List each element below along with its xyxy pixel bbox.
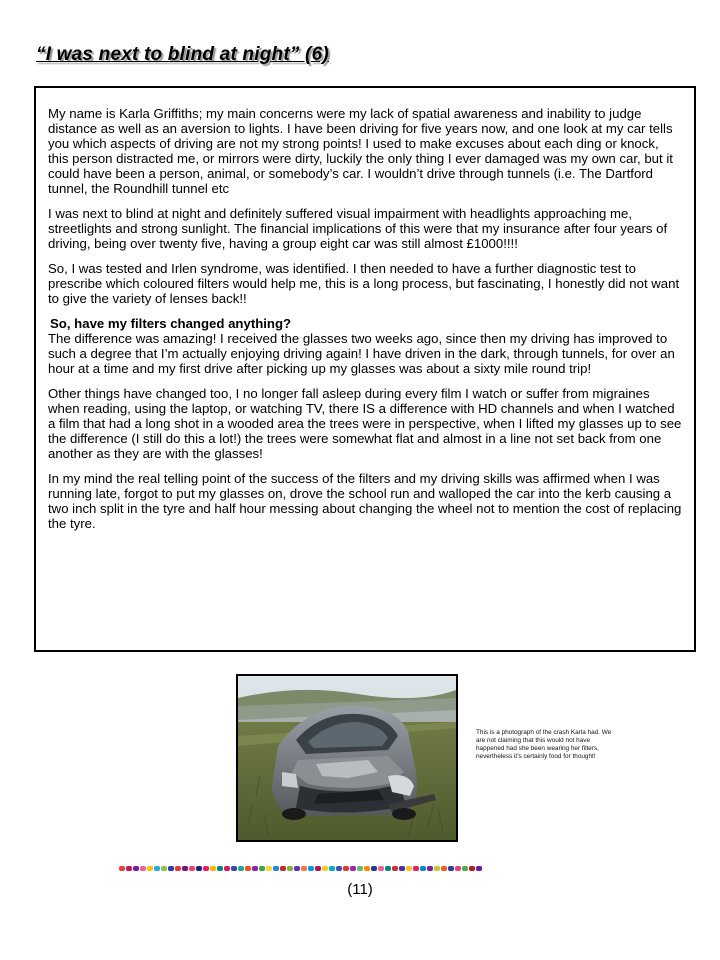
decorative-dot bbox=[427, 866, 433, 871]
decorative-dot bbox=[301, 866, 307, 871]
decorative-dot bbox=[343, 866, 349, 871]
decorative-dot bbox=[245, 866, 251, 871]
decorative-dot bbox=[196, 866, 202, 871]
decorative-dot bbox=[259, 866, 265, 871]
paragraph-difference: The difference was amazing! I received the glasses two weeks ago, since then my driving has improved to such a degree that I’m actually enjoying driving again! I have driven in the dark, through tunnels, for over an hour at a time and my first drive after picking up my glasses was about a sixty mile round trip! bbox=[48, 331, 675, 376]
decorative-dot bbox=[448, 866, 454, 871]
decorative-dot bbox=[462, 866, 468, 871]
story-text-box bbox=[34, 86, 696, 652]
paragraph-night-blindness: I was next to blind at night and definitely suffered visual impairment with headlights approaching me, streetlights and strong sunlight. The financial implications of this were that my insurance after four years of driving, being over twenty five, having a group eight car was still almost £1000!!!! bbox=[48, 206, 668, 251]
decorative-dot bbox=[273, 866, 279, 871]
decorative-dot bbox=[147, 866, 153, 871]
decorative-dot bbox=[364, 866, 370, 871]
decorative-dot bbox=[378, 866, 384, 871]
decorative-dot bbox=[413, 866, 419, 871]
decorative-dot bbox=[434, 866, 440, 871]
decorative-dot bbox=[357, 866, 363, 871]
page-number: (11) bbox=[347, 881, 373, 898]
decorative-dot bbox=[399, 866, 405, 871]
decorative-dot bbox=[420, 866, 426, 871]
decorative-dot bbox=[217, 866, 223, 871]
decorative-dot bbox=[406, 866, 412, 871]
decorative-dot bbox=[455, 866, 461, 871]
decorative-dot bbox=[385, 866, 391, 871]
decorative-dot bbox=[322, 866, 328, 871]
decorative-dot bbox=[315, 866, 321, 871]
decorative-dot bbox=[441, 866, 447, 871]
decorative-dot bbox=[350, 866, 356, 871]
decorative-dot bbox=[371, 866, 377, 871]
paragraph-intro: My name is Karla Griffiths; my main concerns were my lack of spatial awareness and inability to judge distance as well as an aversion to lights. I have been driving for five years now, and one look at my car tells you which aspects of driving are not my strong points! I used to make excuses about each ding or knock, this person distracted me, or mirrors were dirty, luckily the only thing I ever damaged was my own car, but it could have been a person, animal, or somebody’s car. I wouldn’t drive through tunnels (i.e. The Dartford tunnel, the Roundhill tunnel etc bbox=[48, 106, 673, 196]
decorative-dot bbox=[119, 866, 125, 871]
decorative-dot bbox=[189, 866, 195, 871]
decorative-dot bbox=[231, 866, 237, 871]
decorative-dot-strip bbox=[119, 866, 482, 871]
paragraph-diagnosis: So, I was tested and Irlen syndrome, was identified. I then needed to have a further diagnostic test to prescribe which coloured filters would help me, this is a long process, but fascinating, I honestly did not want to give the variety of lenses back!! bbox=[48, 261, 680, 306]
crash-photo bbox=[236, 674, 458, 842]
decorative-dot bbox=[308, 866, 314, 871]
decorative-dot bbox=[287, 866, 293, 871]
decorative-dot bbox=[280, 866, 286, 871]
decorative-dot bbox=[469, 866, 475, 871]
photo-caption: This is a photograph of the crash Karla had. We are not claiming that this would not have happened had she been wearing her filters, nevertheless it’s certainly food for thought! bbox=[476, 729, 612, 760]
decorative-dot bbox=[392, 866, 398, 871]
decorative-dot bbox=[161, 866, 167, 871]
decorative-dot bbox=[224, 866, 230, 871]
decorative-dot bbox=[252, 866, 258, 871]
decorative-dot bbox=[336, 866, 342, 871]
decorative-dot bbox=[294, 866, 300, 871]
decorative-dot bbox=[175, 866, 181, 871]
decorative-dot bbox=[266, 866, 272, 871]
decorative-dot bbox=[126, 866, 132, 871]
decorative-dot bbox=[168, 866, 174, 871]
decorative-dot bbox=[140, 866, 146, 871]
decorative-dot bbox=[476, 866, 482, 871]
decorative-dot bbox=[210, 866, 216, 871]
decorative-dot bbox=[154, 866, 160, 871]
paragraph-other-changes: Other things have changed too, I no longer fall asleep during every film I watch or suffer from migraines when reading, using the laptop, or watching TV, there IS a difference with HD channels and when I watched a film that had a long shot in a wooded area the trees were in perspective, when I lifted my glasses up to see the difference (I still do this a lot!) the trees were somewhat flat and almost in a line not set back from one another as they are with the glasses! bbox=[48, 386, 682, 461]
decorative-dot bbox=[238, 866, 244, 871]
decorative-dot bbox=[133, 866, 139, 871]
section-heading: So, have my filters changed anything? bbox=[50, 316, 292, 331]
decorative-dot bbox=[329, 866, 335, 871]
decorative-dot bbox=[203, 866, 209, 871]
paragraph-crash: In my mind the real telling point of the success of the filters and my driving skills was affirmed when I was running late, forgot to put my glasses on, drove the school run and walloped the car into the kerb causing a two inch split in the tyre and half hour messing about changing the wheel not to mention the cost of replacing the tyre. bbox=[48, 471, 682, 531]
decorative-dot bbox=[182, 866, 188, 871]
page-title: “I was next to blind at night” (6) bbox=[36, 44, 329, 65]
